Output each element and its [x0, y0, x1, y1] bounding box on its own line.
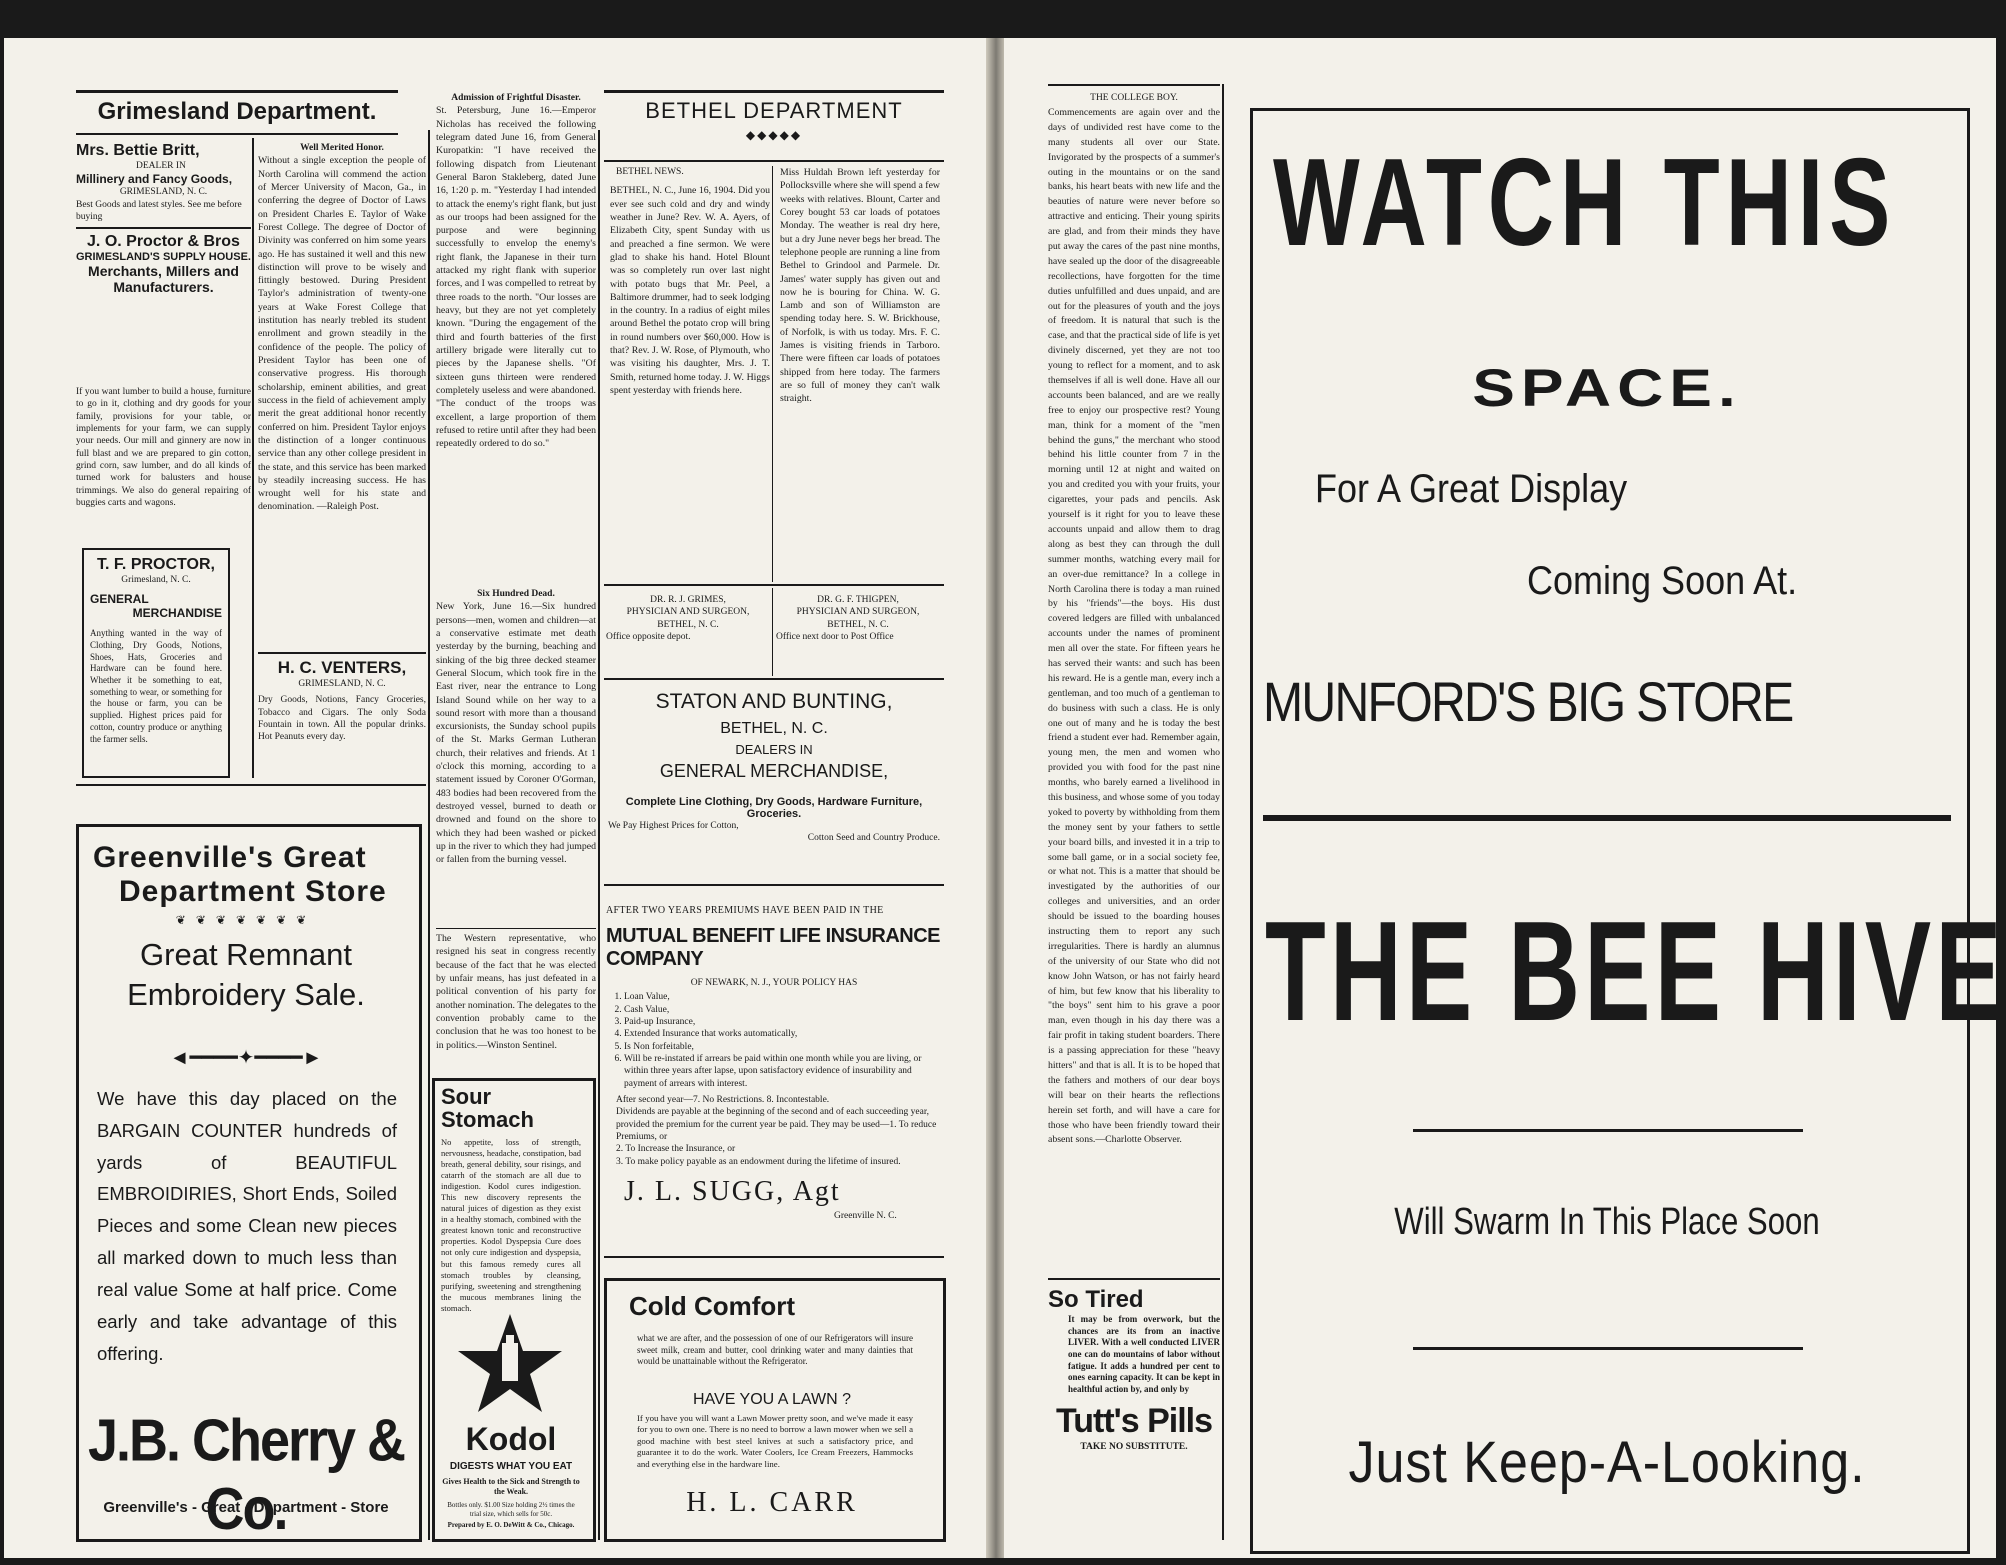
dead-title: Six Hundred Dead. — [477, 589, 555, 599]
left-page — [4, 38, 992, 1558]
rule — [604, 160, 944, 162]
college-body: Commencements are again over and the days of undivided rest have come to the many students all over our State. Invigorated by the prospects of a summer's outing in the mountains or on the sand banks, his heart beats with new life and the beauties of nature were never before so attractive and enticing. Their young spirits are glad, and from their minds they have put away the cares of the past nine months, have sealed up the door of the disagreeable recollections, have forgotten for the time duties unfulfilled and dues unpaid, and are out for the pleasures of youth and the joys of freedom. It is natural that such is the case, and that the practical side of life is yet divinely discerned, yet they are not too young to reflect for a moment, and to ask themselves if all is well done. Have all our accounts been balanced, and are we really free to enjoy our prospective rest? Young man, think for a moment of the "men behind the guns," the merchant who stood behind his little counter from 7 in the morning until 12 at night and waited on you and credited you with your fruits, your cigarettes, your pads and pencils. Ask yourself is it right for you to leave these accounts unpaid and allow them to drag along as best they can through the dull summer months, watching every mail for an over-due remittance? In a college in North Carolina there is today a man ruined by his "friends"—the boys. His dust covered ledgers are filled with unbalanced accounts under the names of prominent men all over the state. For fifteen years he has served their wants: and such has been his reward. He is a gentle man, every inch a gentleman, and too much of a gentleman to do business with such a class. He is only one out of many and he is today the best friend a student ever had. Remember again, young men, the men and women who provided you with food for the past nine months, who barely earned a livelihood in this business, and whose some of you today yoked to poverty by withholding from them the money sent by your fathers to settle your board bills, and invested it in a trip to some ball game, or in a social society fee, or what not. This is a matter that should be investigated by the authorities of our colleges and universities, and an order should be issued to the boarding houses instructing them to report any such irregularities. There is hardly an alumnus of the university of our State who did not know John Watson, or has not fairly heard of him, but few know that his liberality to "the boys" sent him to his grave a poor man, even though in his day there was a fair profit in taking student boarders. There is a passing appreciation for these "heavy hitters" and that is all. It is to be hoped that the fathers and mothers of our dear boys will bear on their hearts the reflections herein set forth, and will have a care for those who have been friendly toward their absent sons.—Charlotte Observer. — [1048, 107, 1220, 1146]
tutt-ad — [1048, 1286, 1220, 1538]
western-article: The Western representative, who resigned his seat in congress recently because of the fact that he was elected by unfair means, has just defeated in a political convention of his party for another nomination. The delegates to the convention probably came to the conclusion that he was too honest to be in politics.—Winston Sentinel. — [436, 933, 596, 1051]
cherry-company: J.B. Cherry & Co. — [87, 1407, 405, 1543]
tf-proctor-line1: GENERAL — [90, 592, 149, 607]
rule — [76, 784, 426, 786]
merit-body: Without a single exception the people of North Carolina will commend the action of Mercer University of Macon, Ga., in conferring the degree of Doctor of Laws on President Charles E. Taylor of Wake Forest College. The degree of Doctor of Divinity was conferred on him some years ago. He has sustained it well and this new distinction will prove to be wisely and fittingly bestowed. During President Taylor's administration of twenty-one years at Wake Forest College that institution has nearly trebled its student enrollment and grown steadily in the confidence of the people. The policy of President Taylor has been one of conservative progress. His thorough scholarship, eminent abilities, and great success in the field of achievement amply merit the great additional honor recently conferred on him. President Taylor enjoys the distinction of a longer continuous service than any other college president in the state, and this service has been marked by steadily increasing success. He has wrought well for his state and denomination. —Raleigh Post. — [258, 155, 426, 513]
column-rule — [598, 130, 600, 1540]
thigpen-card — [776, 594, 940, 674]
munford-coming: Coming Soon At. — [1527, 559, 1798, 603]
disaster-article — [436, 92, 596, 582]
staton-produce: Cotton Seed and Country Produce. — [807, 833, 940, 844]
britt-dealer: DEALER IN — [136, 161, 186, 171]
rule — [604, 584, 944, 586]
cherry-title1: Greenville's Great — [93, 841, 367, 874]
tutt-title: So Tired — [1048, 1286, 1144, 1313]
proctor-name: J. O. Proctor & Bros — [87, 233, 240, 251]
mutual-lead: AFTER TWO YEARS PREMIUMS HAVE BEEN PAID IN THE — [606, 905, 884, 916]
bethel-news-col1 — [610, 166, 770, 576]
column-rule — [772, 166, 773, 582]
britt-town: GRIMESLAND, N. C. — [119, 187, 208, 198]
cherry-ad — [76, 824, 422, 1542]
carr-ad — [604, 1278, 946, 1542]
bethel-news-col2: Miss Huldah Brown left yesterday for Pollocksville where she will spend a few weeks with relatives. Blount, Carter and Corey bought 53 car loads of potatoes Monday. The weather is real dry here, but a dry June never begs her bread. The telephone people are running a line from Bethel to Grindool and Parmele. Dr. James' water supply has given out and now he is bouring for China. W. G. Lamb and son of Williamston are spending today here. S. W. Brickhouse, of Norfolk, is with us today. Mrs. F. C. James is visiting friends in Tarboro. There were fifteen car loads of potatoes shipped from here today. The farmers are so full of money they can't walk straight. — [780, 167, 940, 405]
divider-ornament-icon: ◄━━━━✦━━━━► — [169, 1047, 323, 1069]
mutual-town: Greenville N. C. — [834, 1211, 897, 1221]
rule — [604, 1256, 944, 1258]
rule — [76, 133, 398, 135]
britt-name: Mrs. Bettie Britt, — [76, 142, 200, 159]
tf-proctor-body: Anything wanted in the way of Clothing, Dry Goods, Notions, Shoes, Hats, Groceries and Hardware can be found here. Whether it be something to eat, something to wear, or something for the house or farm, you can be supplied. Highest prices paid for cotton, country produce or anything the farmer sells. — [90, 628, 222, 744]
disaster-title: Admission of Frightful Disaster. — [451, 93, 581, 103]
tf-proctor-ad — [82, 548, 230, 778]
kodol-health: Gives Health to the Sick and Strength to the Weak. — [442, 1477, 580, 1497]
mutual-item: 2. Cash Value, — [624, 1004, 942, 1016]
rule — [76, 227, 251, 229]
tutt-body: It may be from overwork, but the chances are its from an inactive LIVER. With a well conducted LIVER one can do mountains of labor without fatigue. It adds a hundred per cent to ones earning capacity. It can be kept in healthful action by, and only by — [1068, 1314, 1220, 1395]
staton-ad — [604, 690, 944, 880]
staton-name: STATON AND BUNTING, — [655, 690, 893, 713]
proctor-trades: Merchants, Millers and Manufacturers. — [88, 263, 239, 296]
tf-proctor-name: T. F. PROCTOR, — [97, 556, 215, 573]
staton-prices: We Pay Highest Prices for Cotton, — [608, 821, 739, 831]
tf-proctor-town: Grimesland, N. C. — [121, 575, 191, 585]
grimes-town: BETHEL, N. C. — [657, 619, 719, 630]
grimesland-title: Grimesland Department. — [97, 98, 377, 125]
column-rule — [428, 130, 430, 1540]
britt-goods: Millinery and Fancy Goods, — [76, 172, 233, 187]
venters-body: Dry Goods, Notions, Fancy Groceries, Tobacco and Cigars. The only Soda Fountain in town. All the popular drinks. Hot Peanuts every day. — [258, 695, 426, 743]
cherry-body: We have this day placed on the BARGAIN COUNTER hundreds of yards of BEAUTIFUL EMBROIDIRIES, Short Ends, Soiled Pieces and some Clean new pieces all marked down to much less than real value Some at half price. Come early and take advantage of this offering. — [97, 1088, 397, 1364]
tutt-brand: Tutt's Pills — [1055, 1401, 1213, 1440]
grimes-title: PHYSICIAN AND SURGEON, — [626, 607, 750, 618]
venters-ad — [258, 658, 426, 778]
munford-space: SPACE. — [1472, 358, 1742, 418]
cherry-title2: Department Store — [119, 875, 387, 908]
carr-lawn: HAVE YOU A LAWN ? — [693, 1391, 851, 1408]
thigpen-title: PHYSICIAN AND SURGEON, — [796, 607, 920, 618]
mutual-list — [624, 991, 942, 1090]
britt-slogan: Best Goods and latest styles. See me before buying — [76, 199, 242, 223]
kodol-title: Sour Stomach — [441, 1084, 534, 1133]
college-title: THE COLLEGE BOY. — [1090, 93, 1178, 103]
mutual-item: 3. Paid-up Insurance, — [624, 1016, 942, 1028]
tf-proctor-line2: MERCHANDISE — [132, 606, 222, 621]
carr-lawn-body: If you have you will want a Lawn Mower pretty soon, and we've made it easy for you to own one. There is no need to borrow a lawn mower when we sell a good machine with best steel knives at such a satisfactory price, and guarantee it to do the work. Water Coolers, Ice Cream Freezers, Hammocks and everything else in the hardware line. — [637, 1413, 913, 1469]
star-bottle-icon — [455, 1309, 565, 1419]
rule — [604, 884, 944, 886]
munford-store: MUNFORD'S BIG STORE — [1263, 670, 1793, 733]
staton-line: Complete Line Clothing, Dry Goods, Hardware Furniture, Groceries. — [625, 796, 923, 820]
bethel-title: BETHEL DEPARTMENT — [645, 98, 903, 123]
ornament-icon: ❦❦❦❦❦❦❦ — [175, 913, 317, 927]
rule — [436, 928, 596, 929]
kodol-brand: Kodol — [465, 1421, 557, 1457]
staton-town: BETHEL, N. C. — [720, 720, 828, 737]
carr-name: H. L. CARR — [686, 1487, 858, 1518]
beehive-swarm: Will Swarm In This Place Soon — [1394, 1201, 1820, 1243]
mutual-name: MUTUAL BENEFIT LIFE INSURANCE COMPANY — [606, 925, 941, 970]
proctor-supply: GRIMESLAND'S SUPPLY HOUSE. — [76, 251, 251, 264]
proctor-body: If you want lumber to build a house, furniture to go in it, clothing and dry goods for your family, provisions for your table, or implements for your farm, we can supply your needs. Our mill and ginnery are now in full blast and we are prepared to gin cotton, grind corn, saw lumber, and do all kinds of turned work for balusters and house trimmings. We also do general repairing of buggies carts and wagons. — [76, 387, 251, 509]
staton-goods: GENERAL MERCHANDISE, — [659, 761, 889, 781]
column-rule — [1222, 84, 1224, 1540]
mutual-item: 6. Will be re-instated if arrears be paid within one month while you are living, or within three years after lapse, upon satisfactory evidence of insurability and payment of arrears with interest. — [624, 1053, 942, 1090]
beehive-title: THE BEE HIVE — [1265, 892, 2006, 1051]
venters-name: H. C. VENTERS, — [277, 658, 407, 677]
tutt-note: TAKE NO SUBSTITUTE. — [1080, 1441, 1188, 1452]
star-icon — [455, 1309, 565, 1419]
thigpen-town: BETHEL, N. C. — [827, 619, 889, 630]
disaster-body: St. Petersburg, June 16.—Emperor Nicholas has received the following telegram dated June 16, from General Kuropatkin: "I have received the following dispatch from Lieutenant General Baron Stakleberg, dated June 16, 1:20 p. m. "Yesterday I had intended to attack the enemy's right flank, but just as our troops had been assigned for the purpose and were beginning successfully to envelop the enemy's right flank, the Japanese in their turn attacked my right flank with superior forces, and I was compelled to retreat by three roads to the north. "Our losses are heavy, but they are not yet completely known. "During the engagement of the third and fourth batteries of the first artillery brigade were literally cut to pieces by the Japanese shells. "Of sixteen guns thirteen were rendered completely useless and were abandoned. "The conduct of the troops was excellent, a large proportion of them refused to retire until after they had been repeatedly ordered to do so." — [436, 105, 596, 450]
kodol-bottles: Bottles only. $1.00 Size holding 2½ times the trial size, which sells for 50c. — [447, 1501, 575, 1519]
grimes-name: DR. R. J. GRIMES, — [650, 595, 726, 605]
kodol-prepared: Prepared by E. O. DeWitt & Co., Chicago. — [447, 1521, 575, 1529]
rule — [76, 90, 398, 93]
rule — [1413, 1347, 1803, 1350]
rule — [1048, 84, 1220, 86]
staton-dealers: DEALERS IN — [735, 742, 813, 757]
beehive-looking: Just Keep-A-Looking. — [1348, 1430, 1866, 1495]
page-gutter — [986, 38, 1006, 1558]
grimes-card — [606, 594, 770, 674]
mutual-item: 5. Is Non forfeitable, — [624, 1041, 942, 1053]
cherry-footer: Greenville's - Great - Department - Store — [103, 1499, 389, 1516]
venters-town: GRIMESLAND, N. C. — [298, 679, 386, 689]
kodol-tagline: DIGESTS WHAT YOU EAT — [449, 1461, 573, 1472]
rule — [258, 652, 426, 654]
cherry-sale: Great Remnant Embroidery Sale. — [127, 937, 365, 1013]
grimes-note: Office opposite depot. — [606, 632, 691, 643]
kodol-body: No appetite, loss of strength, nervousness, headache, constipation, bad breath, general debility, sour risings, and catarrh of the stomach are all due to indigestion. Kodol cures indigestion. This new discovery represents the natural juices of digestion as they exist in a healthy stomach, combined with the greatest known tonic and reconstructive properties. Kodol Dyspepsia Cure does not only cure indigestion and dyspepsia, but this famous remedy cures all stomach troubles by cleansing, purifying, sweetening and strengthening the mucous membranes lining the stomach. — [441, 1137, 581, 1313]
mutual-sub: OF NEWARK, N. J., YOUR POLICY HAS — [690, 978, 858, 988]
bethel-news-body1: BETHEL, N. C., June 16, 1904. Did you ever see such cold and dry and windy weather in June? Rev. W. A. Ayers, of Elizabeth City, spent Sunday with us and preached a fine sermon. We were glad to shake his hand. Hotel Blount was so completely run over last night with potato bugs that Mr. Peel, a Baltimore drummer, had to seek lodging in the country. In a radius of eight miles around Bethel the potato crop will bring in round numbers over $60,000. How is that? Rev. J. W. Rose, of Plymouth, who was visiting his daughter, Mrs. J. T. Smith, returned home today. J. W. Higgs spent yesterday with friends here. — [610, 185, 770, 397]
mutual-after: After second year—7. No Restrictions. 8. Incontestable. — [616, 1095, 830, 1106]
mutual-agent: J. L. SUGG, Agt — [624, 1176, 841, 1207]
column-rule — [772, 588, 773, 676]
display-ad — [1250, 108, 2006, 1554]
rule — [604, 90, 944, 93]
munford-display: For A Great Display — [1315, 467, 1628, 511]
rule — [1263, 815, 1951, 821]
mutual-item: 4. Extended Insurance that works automatically, — [624, 1028, 942, 1040]
munford-watch: WATCH THIS — [1273, 134, 1897, 272]
rule — [604, 678, 944, 680]
kodol-ad — [432, 1078, 596, 1542]
dead-body: New York, June 16.—Six hundred persons—men, women and children—at a conservative estimate met death yesterday by the burning, beaching and sinking of the big three decked steamer General Slocum, which took fire in the East river, near the entrance to Long Island Sound while on her way to a sound resort with more than a thousand excursionists, the Sunday school pupils of the St. Marks German Lutheran church, their relatives and friends. At 1 o'clock this morning, according to a statement issued by Coroner O'Gorman, 483 bodies had been recovered from the destroyed vessel, burned to death or drowned and found on the shore to which they had been washed or picked up in the river to which they had jumped or fallen from the burning vessel. — [436, 601, 596, 866]
right-page — [1004, 38, 2006, 1558]
mutual-div: Dividends are payable at the beginning of the second and of each succeeding year, provided the premium for the current year be paid. They may be used—1. To reduce Premiums, or — [616, 1107, 937, 1143]
mutual-div3: 3. To make policy payable as an endowment during the lifetime of insured. — [616, 1156, 901, 1167]
rule — [1413, 1129, 1803, 1132]
carr-title: Cold Comfort — [629, 1291, 796, 1321]
merit-title: Well Merited Honor. — [300, 143, 384, 153]
carr-body: what we are after, and the possession of one of our Refrigerators will insure sweet milk, cream and butter, cool drinking water and many dainties that would be unattainable without the Refrigerator. — [637, 1333, 913, 1367]
ornament-icon: ◆◆◆◆◆ — [745, 128, 803, 142]
column-rule — [252, 138, 254, 778]
mutual-item: 1. Loan Value, — [624, 991, 942, 1003]
dead-article — [436, 588, 596, 918]
thigpen-note: Office next door to Post Office — [776, 632, 894, 643]
mutual-div2: 2. To Increase the Insurance, or — [616, 1144, 736, 1155]
bethel-news-head: BETHEL NEWS. — [616, 167, 684, 177]
merit-article — [258, 142, 426, 650]
rule — [1048, 1278, 1220, 1280]
thigpen-name: DR. G. F. THIGPEN, — [817, 595, 899, 605]
